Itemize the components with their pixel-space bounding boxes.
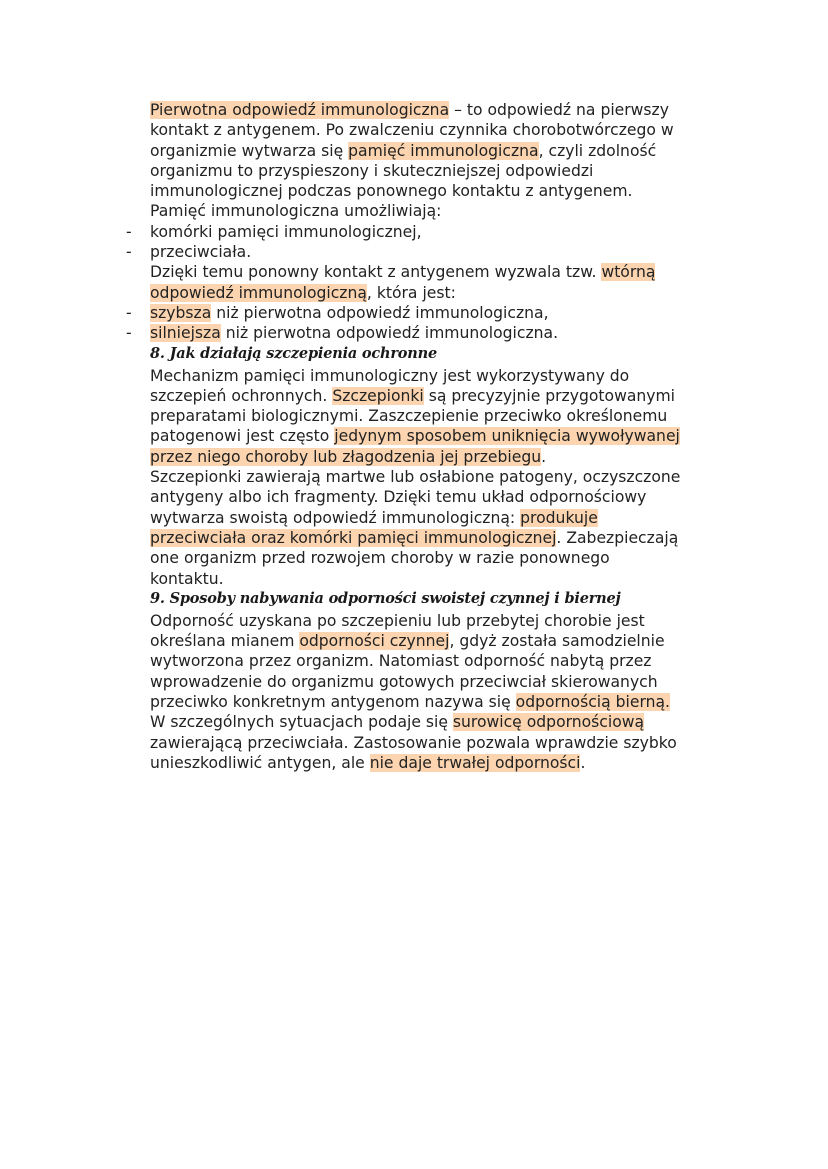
text: Dzięki temu ponowny kontakt z antygenem wyzwala tzw. — [150, 263, 602, 282]
highlighted-term: Pierwotna odpowiedź immunologiczna — [150, 101, 450, 119]
list-item — [126, 303, 730, 323]
bullet-dash: - — [126, 243, 132, 262]
paragraph-line — [150, 141, 730, 161]
list-item-text: przeciwciała. — [150, 243, 252, 262]
paragraph-line: antygeny albo ich fragmenty. Dzięki temu układ odpornościowy — [150, 488, 647, 507]
paragraph-line: one organizm przed rozwojem choroby w razie ponownego — [150, 549, 610, 568]
paragraph-line: Szczepionki zawierają martwe lub osłabione patogeny, oczyszczone — [150, 468, 681, 487]
highlighted-term: odpowiedź immunologiczną — [150, 283, 367, 302]
list-item-text: niż pierwotna odpowiedź immunologiczna. — [220, 324, 559, 343]
paragraph-line: Mechanizm pamięci immunologiczny jest wykorzystywany do — [150, 366, 630, 385]
text: organizmie wytwarza się — [150, 141, 349, 160]
highlighted-term: jedynym sposobem uniknięcia wywoływanej — [334, 427, 680, 446]
list-item — [126, 323, 730, 343]
paragraph-line — [150, 753, 730, 773]
paragraph-line — [150, 712, 730, 732]
highlighted-term: odpornością bierną. — [515, 693, 670, 712]
text: przeciwko konkretnym antygenom nazywa się — [150, 693, 516, 712]
paragraph-line: Pamięć immunologiczna umożliwiają: — [150, 202, 442, 221]
text: . — [541, 447, 547, 466]
bullet-dash: - — [126, 303, 132, 322]
text: , która jest: — [366, 283, 456, 302]
paragraph-line: Odporność uzyskana po szczepieniu lub przebytej chorobie jest — [150, 611, 645, 630]
list-item — [126, 242, 730, 262]
paragraph-line: kontaktu. — [150, 569, 224, 588]
section-heading: 8. Jak działają szczepienia ochronne — [150, 344, 437, 362]
text: , gdyż została samodzielnie — [449, 632, 665, 651]
text: są precyzyjnie przygotowanymi — [423, 386, 676, 405]
paragraph-line: immunologicznej podczas ponownego kontaktu z antygenem. — [150, 182, 633, 201]
paragraph-line: wytworzona przez organizm. Natomiast odporność nabytą przez — [150, 652, 652, 671]
paragraph-line: zawierającą przeciwciała. Zastosowanie pozwala wprawdzie szybko — [150, 733, 677, 752]
list-item-text: komórki pamięci immunologicznej, — [150, 222, 422, 241]
text: , czyli zdolność — [538, 141, 657, 160]
text: określana mianem — [150, 632, 300, 651]
highlighted-term: wtórną — [601, 263, 656, 282]
text: . Zabezpieczają — [556, 528, 679, 547]
paragraph-line — [150, 100, 730, 120]
paragraph-line — [150, 262, 730, 282]
paragraph-line — [150, 426, 730, 446]
text: szczepień ochronnych. — [150, 386, 333, 405]
highlighted-term: szybsza — [150, 303, 212, 322]
highlighted-term: przez niego choroby lub złagodzenia jej przebiegu — [150, 447, 542, 466]
text: patogenowi jest często — [150, 427, 335, 446]
highlighted-term: pamięć immunologiczna — [348, 141, 539, 160]
list-item-text: niż pierwotna odpowiedź immunologiczna, — [211, 303, 549, 322]
paragraph-line: organizmu to przyspieszony i skuteczniejszej odpowiedzi — [150, 161, 594, 180]
highlighted-term: przeciwciała oraz komórki pamięci immunologicznej — [150, 528, 557, 547]
text: unieszkodliwić antygen, ale — [150, 753, 370, 772]
text: . — [580, 753, 586, 772]
paragraph-line: wprowadzenie do organizmu gotowych przeciwciał skierowanych — [150, 672, 658, 691]
text: W szczególnych sytuacjach podaje się — [150, 713, 453, 732]
paragraph-line: preparatami biologicznymi. Zaszczepienie przeciwko określonemu — [150, 407, 668, 426]
highlighted-term: surowicę odpornościową — [452, 713, 645, 732]
section-heading: 9. Sposoby nabywania odporności swoistej czynnej i biernej — [150, 589, 621, 607]
text: – to odpowiedź na pierwszy — [449, 101, 669, 119]
paragraph-line — [150, 631, 730, 651]
highlighted-term: Szczepionki — [332, 386, 424, 405]
paragraph-line — [150, 283, 730, 303]
paragraph-line: kontakt z antygenem. Po zwalczeniu czynnika chorobotwórczego w — [150, 121, 674, 140]
highlighted-term: odporności czynnej — [299, 632, 450, 651]
highlighted-term: silniejsza — [150, 324, 221, 343]
bullet-dash: - — [126, 324, 132, 343]
document-body — [126, 100, 730, 773]
text: wytwarza swoistą odpowiedź immunologiczną: — [150, 508, 521, 527]
highlighted-term: produkuje — [520, 508, 598, 527]
paragraph-line — [150, 386, 730, 406]
bullet-dash: - — [126, 222, 132, 241]
list-item — [126, 222, 730, 242]
highlighted-term: nie daje trwałej odporności — [369, 753, 581, 772]
paragraph-line — [150, 447, 730, 467]
paragraph-line — [150, 692, 730, 712]
paragraph-line — [150, 528, 730, 548]
paragraph-line — [150, 508, 730, 528]
